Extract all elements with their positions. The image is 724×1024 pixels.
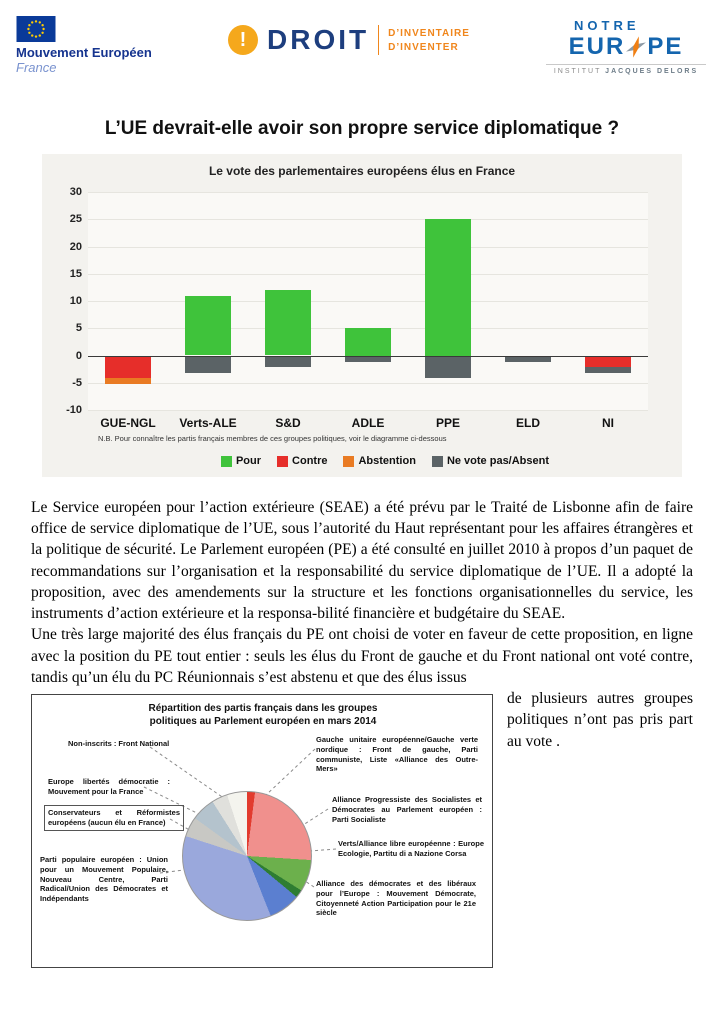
droit-logo xyxy=(228,24,470,56)
y-tick-label: 0 xyxy=(75,349,82,362)
pie-label-sd: Alliance Progressiste des Socialistes et Démocrates au Parlement européen : Parti Socialiste xyxy=(332,795,482,824)
compass-icon xyxy=(625,36,647,58)
category-label: GUE-NGL xyxy=(100,416,156,430)
y-tick-label: 5 xyxy=(75,322,82,335)
droit-subtitle-line2: D’INVENTER xyxy=(388,41,459,53)
droit-wordmark: DROIT xyxy=(267,24,370,55)
legend-label: Contre xyxy=(292,455,328,467)
droit-divider xyxy=(378,25,379,55)
gridline xyxy=(88,192,648,193)
legend-item xyxy=(277,455,327,467)
legend-label: Ne vote pas/Absent xyxy=(446,455,550,467)
legend-label: Abstention xyxy=(358,455,416,467)
mouvement-europeen-logo xyxy=(16,16,152,75)
bar-pour xyxy=(345,328,391,355)
bar-contre xyxy=(585,357,631,368)
mouvement-europeen-label: Mouvement Européen xyxy=(16,45,152,60)
paragraph-2: Une très large majorité des élus français du PE ont choisi de voter en faveur de cette proposition, en ligne avec la position du PE tout entier : seuls les élus du Front de gauche et du Front national ont voté contre, tandis qu’un élu du PC Réunionnais s’est abstenu et que des élus issus xyxy=(31,626,693,686)
legend-swatch xyxy=(221,456,232,467)
y-axis xyxy=(48,186,82,416)
y-tick-label: -10 xyxy=(66,404,82,416)
mouvement-europeen-france-label: France xyxy=(16,60,57,75)
bar-chart-panel xyxy=(42,154,682,477)
gridline xyxy=(88,301,648,302)
x-axis-categories xyxy=(88,416,648,430)
bar-abstention xyxy=(105,378,151,383)
bar-ne-vote-pas-absent xyxy=(345,357,391,362)
y-tick-label: 10 xyxy=(69,295,82,307)
legend-item xyxy=(432,455,549,467)
bar-ne-vote-pas-absent xyxy=(185,357,231,373)
gridline xyxy=(88,383,648,384)
bar-pour xyxy=(265,290,311,355)
bar-chart-title: Le vote des parlementaires européens élus en France xyxy=(208,164,516,178)
europe-wordmark xyxy=(546,33,706,61)
pie-label-ecr: Conservateurs et Réformistes européens (aucun élu en France) xyxy=(44,805,184,831)
jacques-delors-label: JACQUES DELORS xyxy=(605,68,699,75)
y-tick-label: -5 xyxy=(72,376,82,389)
zero-axis-line xyxy=(88,356,648,357)
bar-chart xyxy=(66,186,682,467)
pie-label-verts: Verts/Alliance libre européenne : Europe Ecologie, Partitu di a Nazione Corsa xyxy=(338,839,484,858)
paragraph-1: Le Service européen pour l’action extérieure (SEAE) a été prévu par le Traité de Lisbonne afin de faire office de service diplomatique de l’UE, sous l’autorité du Haut représentant pour les affaires étrangères et la politique de sécurité. Le Parlement européen (PE) a été consulté en juillet 2010 à propos d’un paquet de recommandations sur l’organisation et la responsabilité du service diplomatique de l’UE. Il a adopté la proposition, avec des amendements sur la structure et les fonctions organisationnelles du service, les instruments d’action extérieure et la responsa-bilité financière et budgétaire du SEAE. xyxy=(31,499,693,623)
institut-label: INSTITUT xyxy=(553,68,602,75)
legend-item xyxy=(221,455,261,467)
eu-flag-icon xyxy=(16,16,56,42)
legend-swatch xyxy=(277,456,288,467)
header xyxy=(0,0,724,96)
droit-subtitle xyxy=(388,28,470,53)
paragraph-2-wrap: de plusieurs autres groupes politiques n’ont pas pris part au vote . xyxy=(507,690,693,750)
chart-footnote: N.B. Pour connaître les partis français membres de ces groupes politiques, voir le diagramme ci-dessous xyxy=(98,434,447,443)
y-tick-label: 15 xyxy=(69,267,82,280)
europe-wordmark-pre: EUR xyxy=(568,33,626,60)
plot-area xyxy=(88,192,648,410)
page-title: L’UE devrait-elle avoir son propre service diplomatique ? xyxy=(104,118,620,139)
bar-ne-vote-pas-absent xyxy=(505,357,551,362)
exclamation-icon: ! xyxy=(228,25,258,55)
pie-label-adle: Alliance des démocrates et des libéraux pour l’Europe : Mouvement Démocrate, Citoyenneté Action Participation pour le 21e siècle xyxy=(316,879,476,918)
legend-item xyxy=(343,455,415,467)
bar-ne-vote-pas-absent xyxy=(425,357,471,379)
legend-swatch xyxy=(343,456,354,467)
category-label: ELD xyxy=(516,416,540,430)
pie-chart xyxy=(182,791,312,921)
category-label: Verts-ALE xyxy=(179,416,237,430)
pie-label-ppe: Parti populaire européen : Union pour un Mouvement Populaire, Nouveau Centre, Parti Radical/Union des Démocrates et Indépendants xyxy=(40,855,168,904)
body-text xyxy=(31,497,693,968)
category-label: NI xyxy=(602,416,614,430)
category-label: PPE xyxy=(435,416,460,430)
pie-label-non-inscrits: Non-inscrits : Front National xyxy=(68,739,170,749)
bar-contre xyxy=(105,357,151,379)
pie-label-gue-ngl: Gauche unitaire européenne/Gauche verte nordique : Front de gauche, Parti communiste, Liste «Alliance des Outre-Mers» xyxy=(316,735,478,774)
category-label: S&D xyxy=(275,416,301,430)
legend-label: Pour xyxy=(235,455,262,467)
bar-ne-vote-pas-absent xyxy=(265,357,311,368)
institut-jacques-delors-label xyxy=(546,64,706,75)
gridline xyxy=(88,219,648,220)
droit-subtitle-line1: D’INVENTAIRE xyxy=(388,27,470,39)
chart-legend xyxy=(88,455,682,467)
y-tick-label: 30 xyxy=(69,186,82,198)
europe-wordmark-post: PE xyxy=(647,33,684,60)
pie-label-eld: Europe libertés démocratie : Mouvement pour la France xyxy=(48,777,170,796)
y-tick-label: 20 xyxy=(69,240,82,253)
notre-europe-logo xyxy=(546,18,706,75)
y-tick-label: 25 xyxy=(69,213,82,226)
gridline xyxy=(88,247,648,248)
bar-ne-vote-pas-absent xyxy=(585,367,631,372)
gridline xyxy=(88,274,648,275)
notre-label: NOTRE xyxy=(574,18,640,33)
category-label: ADLE xyxy=(351,416,385,430)
gridline xyxy=(88,410,648,411)
bar-pour xyxy=(425,219,471,355)
bar-pour xyxy=(185,296,231,356)
legend-swatch xyxy=(432,456,443,467)
pie-chart-title: Répartition des partis français dans les groupes politiques au Parlement européen en mars 2014 xyxy=(148,703,378,727)
pie-chart-panel xyxy=(31,694,493,968)
